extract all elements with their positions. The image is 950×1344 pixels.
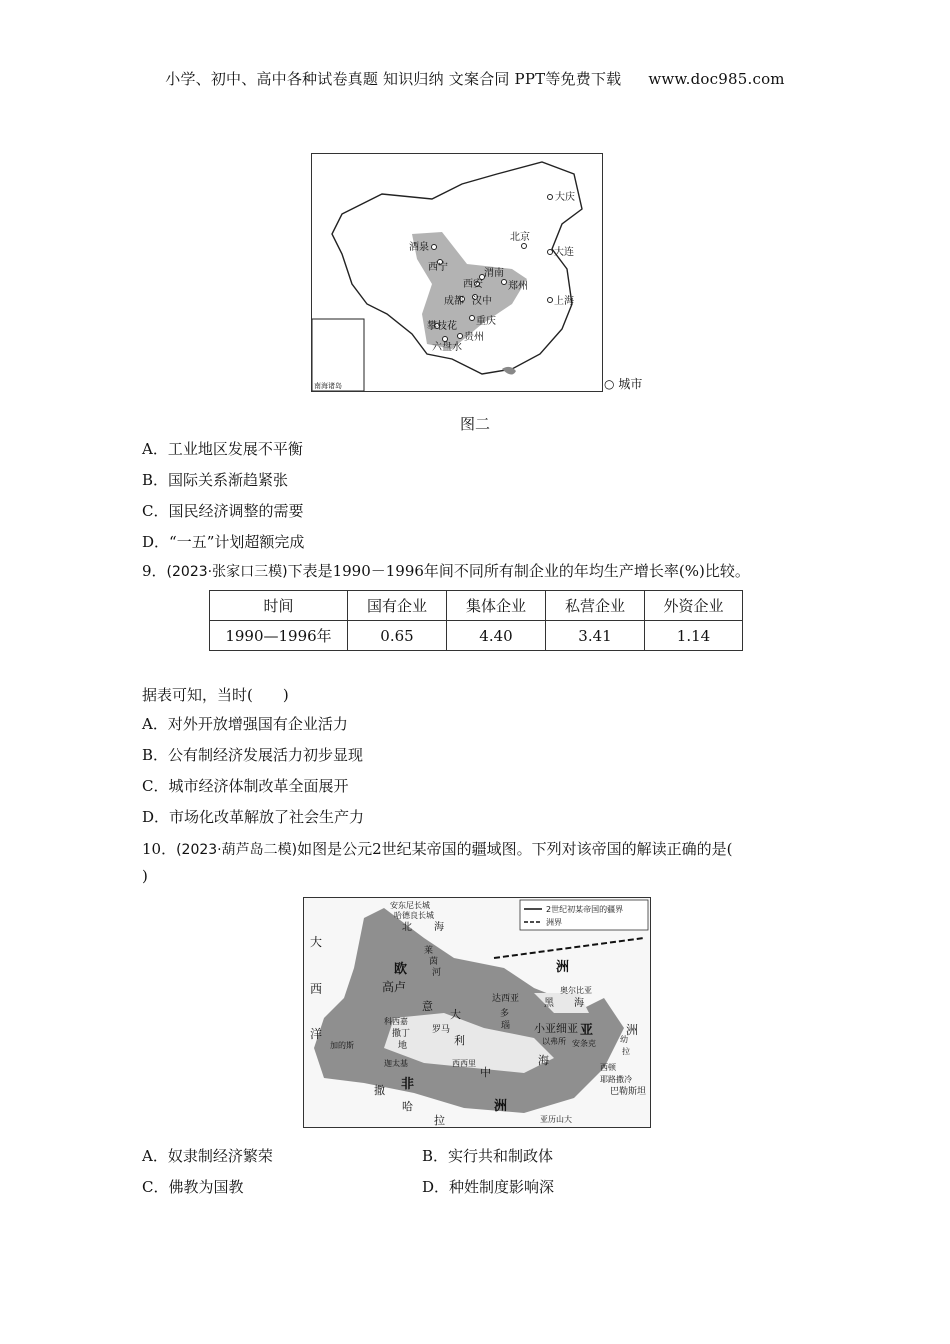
map-label: 达西亚 [492,994,520,1004]
map-label: 高卢 [382,980,407,994]
map-label: 小亚细亚 [534,1022,578,1035]
city-label: 渭南 [484,268,504,279]
q10-option-b[interactable]: B．实行共和制政体 [422,1147,554,1165]
city-label: 郑州 [508,281,528,292]
china-map-svg [312,154,602,391]
map-label: 洋 [310,1027,323,1041]
map-label: 河 [432,968,442,978]
map-label: 海 [538,1054,549,1067]
map-legend [604,375,642,392]
header-text: 小学、初中、高中各种试卷真题 知识归纳 文案合同 PPT等免费下载 [165,70,622,88]
map-label: 非 [401,1077,415,1092]
map-label: 洲 [626,1023,639,1037]
q9-option-a[interactable]: A．对外开放增强国有企业活力 [142,715,348,733]
figure-caption: 图二 [459,415,490,433]
q10-text: 如图是公元2世纪某帝国的疆域图。下列对该帝国的解读正确的是( [297,840,733,858]
map-label: 西 [310,982,323,996]
city-label: 重庆 [476,316,496,327]
q10-source: (2023·葫芦岛二模) [176,842,298,858]
map-label: 奥尔比亚 [560,986,592,995]
table-header-cell: 私营企业 [546,591,645,621]
legend-label-continent: 洲界 [546,918,562,927]
city-legend-label: 城市 [618,377,643,391]
city-label: 北京 [510,232,530,243]
q10-option-c[interactable]: C．佛教为国教 [142,1178,244,1196]
map-label: 迦太基 [384,1059,408,1068]
map-label: 加的斯 [330,1041,354,1050]
q9-option-b[interactable]: B．公有制经济发展活力初步显现 [142,746,364,764]
empire-map-svg [304,898,650,1127]
map-label: 北 [402,922,412,933]
page-header [0,68,950,89]
map-label: 耶路撒冷 [600,1075,632,1084]
map-label: 安条克 [572,1039,596,1048]
map-label: 以弗所 [542,1037,566,1046]
map-label: 亚 [580,1023,594,1038]
map-label: 中 [480,1066,491,1079]
table-header-cell: 外资企业 [645,591,743,621]
table-header-row [210,591,743,621]
q9-option-d[interactable]: D．市场化改革解放了社会生产力 [142,808,365,826]
map-label: 大 [450,1008,461,1021]
map-label: 多 [500,1009,510,1019]
map-label: 拉 [622,1047,630,1056]
map-label: 撒丁 [392,1029,411,1039]
table-header-cell: 国有企业 [348,591,447,621]
map-label: 科西嘉 [384,1017,408,1026]
map-label: 亚历山大 [540,1115,572,1124]
map-label: 莱 [424,946,434,956]
city-label: 贵州 [464,332,484,343]
q9-option-c[interactable]: C．城市经济体制改革全面展开 [142,777,349,795]
q8-option-b[interactable]: B．国际关系渐趋紧张 [142,471,289,489]
growth-rate-table [209,590,743,651]
city-label: 攀枝花 [427,321,457,332]
header-url[interactable]: www.doc985.com [648,70,785,88]
table-cell: 1.14 [645,621,743,651]
inset-label: 南海诸岛 [314,382,342,390]
map-label: 茵 [429,957,439,967]
map-label: 拉 [434,1114,445,1127]
city-label: 汉中 [472,296,492,307]
q10-option-d[interactable]: D．种姓制度影响深 [422,1178,555,1196]
legend-label-border: 2世纪初某帝国的疆界 [546,905,624,914]
map-label: 哈 [402,1100,413,1113]
map-label: 哈德良长城 [394,911,434,920]
map-label: 瑙 [501,1021,511,1031]
map-label: 海 [574,998,584,1009]
map-label: 西顿 [600,1063,616,1072]
q8-option-a[interactable]: A．工业地区发展不平衡 [142,440,303,458]
table-row [210,621,743,651]
q9-text: 下表是1990－1996年间不同所有制企业的年均生产增长率(%)比较。 [287,562,750,580]
china-industry-map [311,153,603,392]
map-label: 安东尼长城 [390,901,430,910]
table-cell: 1990—1996年 [210,621,348,651]
q9-prompt: 据表可知，当时( ) [142,686,289,704]
map-label: 洲 [494,1099,508,1114]
q10-option-a[interactable]: A．奴隶制经济繁荣 [142,1147,273,1165]
table-cell: 0.65 [348,621,447,651]
map-label: 罗马 [432,1025,451,1035]
city-label: 六盘水 [432,342,462,353]
city-label: 酒泉 [409,242,429,253]
map-label: 黑 [544,998,554,1009]
city-label: 大庆 [555,192,575,203]
city-label: 大连 [554,247,574,258]
q10-text-end: ) [142,867,148,885]
map-label: 海 [434,922,444,933]
q9-source: (2023·张家口三模) [166,564,288,580]
table-header-cell: 时间 [210,591,348,621]
city-legend-icon: ○ [604,377,615,391]
map-label: 幼 [620,1035,628,1044]
table-cell: 4.40 [447,621,546,651]
south-sea-inset [312,319,364,391]
city-label: 上海 [554,296,574,307]
q10-number: 10． [142,840,177,858]
map-label: 西西里 [452,1059,476,1068]
city-label: 西宁 [428,262,448,273]
map-label: 地 [398,1041,408,1051]
city-label: 西安 [463,279,483,290]
q9-number: 9． [142,562,167,580]
q8-option-d[interactable]: D．“一五”计划超额完成 [142,533,305,551]
map-label: 大 [310,935,323,949]
q10-stem [142,836,822,889]
q8-option-c[interactable]: C．国民经济调整的需要 [142,502,304,520]
map-label: 利 [454,1034,465,1047]
map-label: 洲 [556,960,570,975]
map-label: 欧 [394,962,408,977]
q9-stem [142,558,822,585]
map-label: 撒 [374,1084,385,1097]
map-label: 巴勒斯坦 [610,1087,647,1097]
table-cell: 3.41 [546,621,645,651]
empire-map [303,897,651,1128]
table-header-cell: 集体企业 [447,591,546,621]
map-label: 意 [422,1000,433,1013]
city-label: 成都 [444,296,464,307]
